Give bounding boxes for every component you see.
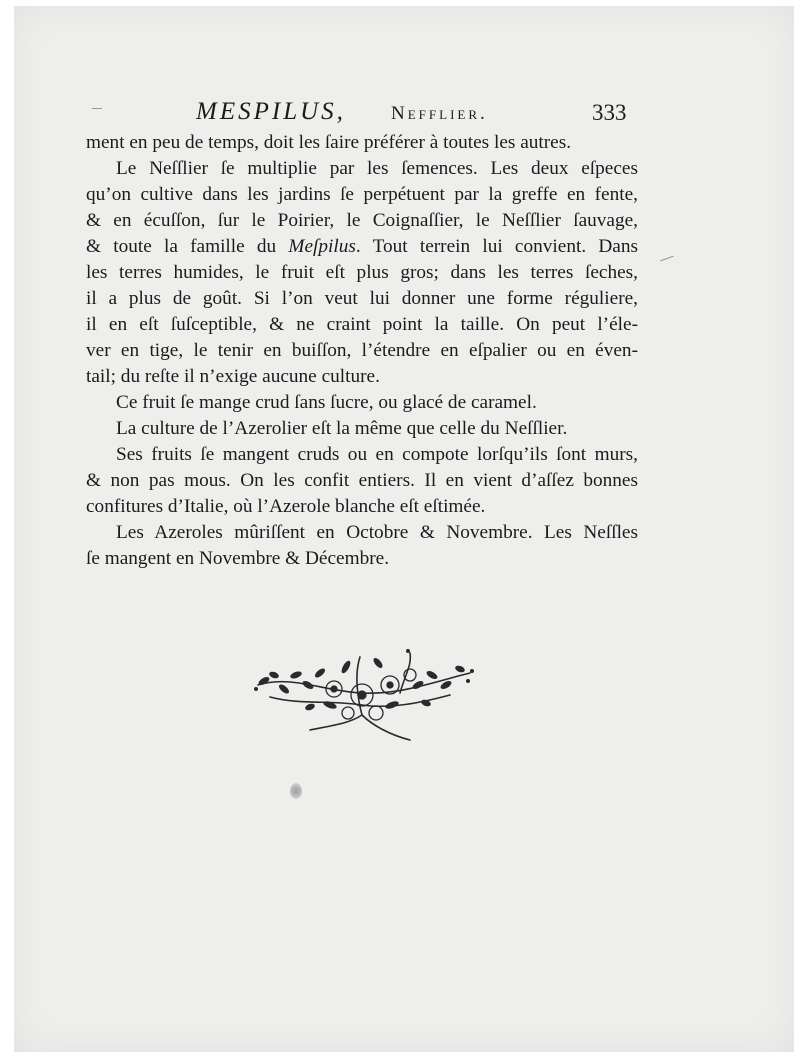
text-line: tail; du reſte il n’exige aucune culture. [86, 366, 380, 387]
floral-fleuron-icon [250, 645, 480, 745]
text-line: les terres humides, le fruit eſt plus gros; dans les terres ſeches, [86, 262, 638, 283]
running-subtitle: Nefflier. [391, 103, 488, 124]
genus-name: Meſpilus [288, 236, 356, 257]
text-segment: . Tout terrein lui convient. Dans [355, 236, 638, 257]
running-title: MESPILUS, [196, 98, 346, 125]
text-line: qu’on cultive dans les jardins ſe perpétuent par la greffe en fente, [86, 184, 638, 205]
text-line: ment en peu de temps, doit les ſaire préférer à toutes les autres. [86, 132, 572, 153]
text-line: & non pas mous. On les confit entiers. Il en vient d’aſſez bonnes [86, 470, 638, 491]
stray-mark [92, 108, 102, 109]
ink-spot [290, 783, 302, 799]
text-line: Le Neſſlier ſe multiplie par les ſemences. Les deux eſpeces [116, 158, 638, 179]
text-line: Ses fruits ſe mangent cruds ou en compote lorſqu’ils ſont murs, [116, 444, 638, 465]
text-line: il a plus de goût. Si l’on veut lui donner une forme réguliere, [86, 288, 638, 309]
body-text [86, 130, 638, 572]
text-line: Ce fruit ſe mange crud ſans ſucre, ou glacé de caramel. [116, 392, 537, 413]
text-line: ſe mangent en Novembre & Décembre. [86, 548, 390, 569]
page-number: 333 [592, 100, 627, 125]
text-line [86, 234, 638, 260]
text-line: & en écuſſon, ſur le Poirier, le Coignaſſier, le Neſſlier ſauvage, [86, 210, 638, 231]
text-line: confitures d’Italie, où l’Azerole blanche eſt eſtimée. [86, 496, 486, 517]
text-line: il en eſt ſuſceptible, & ne craint point la taille. On peut l’éle- [86, 314, 638, 335]
text-line: Les Azeroles mûriſſent en Octobre & Novembre. Les Neſſles [116, 522, 638, 543]
text-line: ver en tige, le tenir en buiſſon, l’étendre en eſpalier ou en éven- [86, 340, 638, 361]
text-segment: & toute la famille du [86, 236, 289, 257]
running-header [196, 98, 636, 132]
text-line: La culture de l’Azerolier eſt la même que celle du Neſſlier. [116, 418, 568, 439]
